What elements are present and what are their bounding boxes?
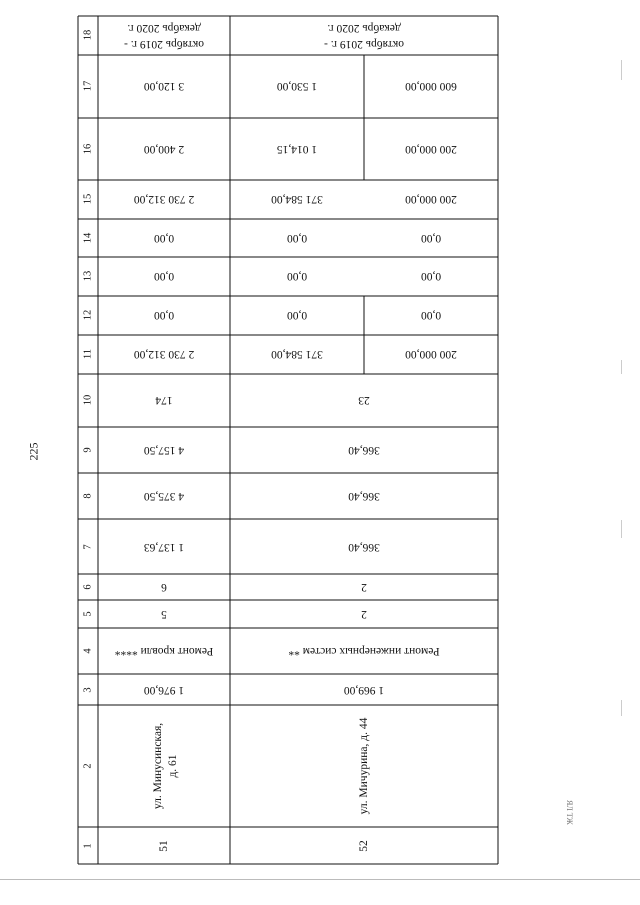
area: 1 969,00 (343, 684, 385, 696)
column-number: 18 (82, 29, 94, 41)
column-number: 12 (82, 309, 94, 321)
cell-value: 200 000,00 (405, 193, 457, 205)
cell-value: 4 375,50 (143, 490, 185, 502)
column-number: 4 (82, 648, 94, 654)
cell-value: 200 000,00 (405, 143, 457, 155)
cell-value: 1 530,00 (276, 80, 318, 92)
column-number: 6 (82, 584, 94, 590)
cell-value: 371 584,00 (271, 348, 323, 360)
cell-value: 3 120,00 (143, 80, 185, 92)
work-type: Ремонт инженерных систем ** (288, 645, 440, 657)
period: декабрь 2020 г. (127, 22, 201, 34)
cell-value: 0,00 (420, 309, 442, 321)
cell-value: 0,00 (420, 270, 442, 282)
column-number: 7 (82, 544, 94, 550)
address: ул. Минусинская, (152, 722, 164, 810)
period: декабрь 2020 г. (327, 22, 401, 34)
cell-value: 1 014,15 (276, 143, 318, 155)
row-number: 52 (358, 840, 370, 852)
column-number: 3 (82, 687, 94, 693)
cell-value: 0,00 (420, 232, 442, 244)
column-number: 1 (82, 843, 94, 849)
address: д. 61 (167, 754, 179, 778)
cell-value: 2 400,00 (143, 143, 185, 155)
address: ул. Мичурина, д. 44 (358, 717, 370, 815)
cell-value: 200 000,00 (405, 348, 457, 360)
column-number: 8 (82, 493, 94, 499)
page-number: 225 (26, 442, 41, 461)
column-number: 11 (82, 348, 94, 360)
cell-value: 0,00 (153, 232, 175, 244)
edge-mark: ЯЛ ТЖ (565, 800, 574, 825)
period: октябрь 2019 г. - (124, 38, 204, 50)
cell-value: 0,00 (286, 309, 308, 321)
cell-value: 174 (155, 394, 173, 406)
cell-value: 4 157,50 (143, 444, 185, 456)
cell-value: 0,00 (286, 270, 308, 282)
cell-value: 1 137,63 (143, 541, 185, 553)
column-number: 9 (82, 447, 94, 453)
column-number: 2 (82, 763, 94, 769)
column-number: 16 (82, 143, 94, 155)
column-number: 17 (82, 80, 94, 92)
column-number: 14 (82, 232, 94, 244)
cell-value: 2 730 312,00 (133, 193, 195, 205)
cell-value: 2 (361, 581, 367, 593)
area: 1 976,00 (143, 684, 185, 696)
row-number: 51 (158, 840, 170, 852)
cell-value: 366,40 (348, 541, 380, 553)
cell-value: 2 730 312,00 (133, 348, 195, 360)
cell-value: 23 (358, 394, 370, 406)
column-number: 5 (82, 611, 94, 617)
cell-value: 0,00 (286, 232, 308, 244)
work-type: Ремонт кровли **** (114, 645, 214, 657)
cell-value: 2 (361, 608, 367, 620)
cell-value: 371 584,00 (271, 193, 323, 205)
cell-value: 600 000,00 (405, 80, 457, 92)
column-number: 15 (82, 193, 94, 205)
cell-value: 5 (161, 608, 167, 620)
column-number: 10 (82, 394, 94, 406)
cell-value: 6 (161, 581, 167, 593)
cell-value: 366,40 (348, 444, 380, 456)
period: октябрь 2019 г. - (324, 38, 404, 50)
cell-value: 366,40 (348, 490, 380, 502)
column-number: 13 (82, 270, 94, 282)
cell-value: 0,00 (153, 270, 175, 282)
cell-value: 0,00 (153, 309, 175, 321)
